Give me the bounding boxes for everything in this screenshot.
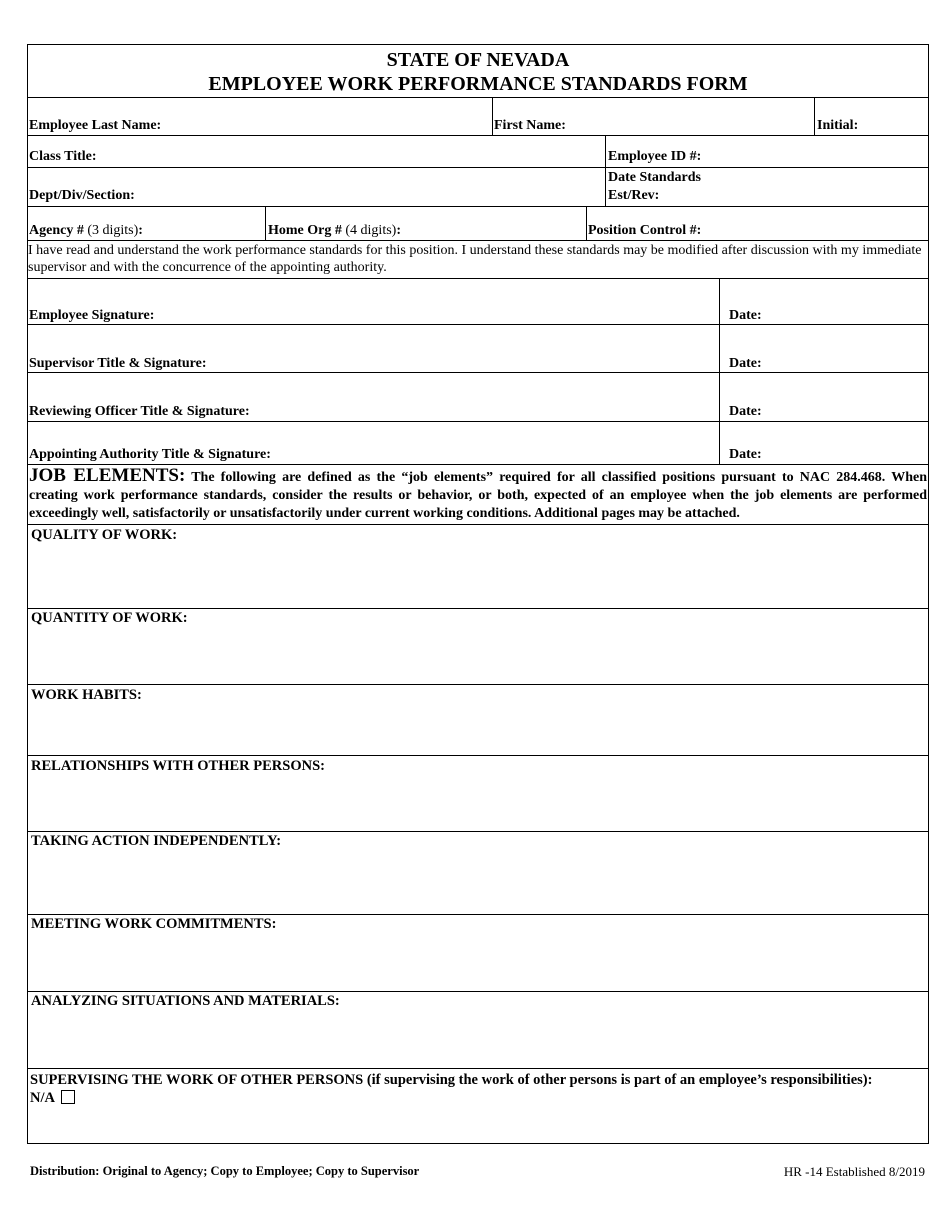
form-title-line-1: STATE OF NEVADA: [386, 49, 570, 71]
reviewing-date-field[interactable]: Date:: [729, 404, 762, 419]
divider: [27, 684, 929, 685]
divider: [27, 167, 929, 168]
divider: [27, 991, 929, 992]
date-standards-field[interactable]: Est/Rev:: [608, 188, 660, 203]
acknowledgement-text: I have read and understand the work performance standards for this position. I understand these standards may be modified after discussion with my immediate supervisor and with the concurrence of the appointing authority.: [28, 243, 922, 275]
divider: [27, 831, 929, 832]
divider: [27, 1068, 929, 1069]
home-org-field[interactable]: Home Org # (4 digits):: [268, 223, 401, 238]
divider: [27, 914, 929, 915]
taking-action-section[interactable]: TAKING ACTION INDEPENDENTLY:: [31, 833, 282, 849]
initial-field[interactable]: Initial:: [817, 118, 859, 133]
divider: [605, 135, 606, 206]
employee-id-field[interactable]: Employee ID #:: [608, 149, 702, 164]
divider: [719, 278, 720, 464]
form-id: HR -14 Established 8/2019: [783, 1164, 925, 1179]
supervising-others-section[interactable]: SUPERVISING THE WORK OF OTHER PERSONS (if supervising the work of other persons is part of an employee’s responsibilities): N/A: [30, 1072, 873, 1106]
divider: [814, 97, 815, 135]
na-label: N/A: [30, 1090, 55, 1106]
agency-field[interactable]: Agency # (3 digits):: [29, 223, 143, 238]
supervisor-signature-field[interactable]: Supervisor Title & Signature:: [29, 356, 207, 371]
supervisor-date-field[interactable]: Date:: [729, 356, 762, 371]
employee-date-field[interactable]: Date:: [729, 308, 762, 323]
divider: [27, 278, 929, 279]
employee-signature-field[interactable]: Employee Signature:: [29, 308, 155, 323]
divider: [586, 206, 587, 240]
quality-of-work-section[interactable]: QUALITY OF WORK:: [31, 527, 178, 543]
divider: [265, 206, 266, 240]
divider: [492, 97, 493, 135]
divider: [27, 135, 929, 136]
work-commitments-section[interactable]: MEETING WORK COMMITMENTS:: [31, 916, 277, 932]
divider: [27, 324, 929, 325]
divider: [27, 608, 929, 609]
appointing-date-field[interactable]: Date:: [729, 447, 762, 462]
job-elements-text: JOB ELEMENTS: The following are defined as the “job elements” required for all classified positions pursuant to NAC 284.468. When creating work performance standards, consider the results or behavior, or both, expected of an employee when the job elements are performed exceedingly well, satisfactorily or unsatisfactorily under current working conditions. Additional pages may be attached.: [29, 465, 927, 521]
class-title-field[interactable]: Class Title:: [29, 149, 97, 164]
last-name-field[interactable]: Employee Last Name:: [29, 118, 162, 133]
appointing-authority-signature-field[interactable]: Appointing Authority Title & Signature:: [29, 447, 271, 462]
divider: [27, 240, 929, 241]
distribution-note: Distribution: Original to Agency; Copy to Employee; Copy to Supervisor: [30, 1164, 420, 1178]
divider: [27, 524, 929, 525]
form-title-line-2: EMPLOYEE WORK PERFORMANCE STANDARDS FORM: [208, 73, 748, 95]
reviewing-officer-signature-field[interactable]: Reviewing Officer Title & Signature:: [29, 404, 250, 419]
analyzing-situations-section[interactable]: ANALYZING SITUATIONS AND MATERIALS:: [31, 993, 340, 1009]
na-checkbox[interactable]: [61, 1090, 75, 1104]
job-elements-heading: JOB ELEMENTS:: [29, 465, 186, 486]
date-standards-label: Date Standards: [608, 170, 701, 185]
divider: [27, 421, 929, 422]
work-habits-section[interactable]: WORK HABITS:: [31, 687, 142, 703]
divider: [27, 97, 929, 98]
divider: [27, 372, 929, 373]
relationships-section[interactable]: RELATIONSHIPS WITH OTHER PERSONS:: [31, 758, 325, 774]
divider: [27, 755, 929, 756]
dept-field[interactable]: Dept/Div/Section:: [29, 188, 135, 203]
divider: [27, 206, 929, 207]
quantity-of-work-section[interactable]: QUANTITY OF WORK:: [31, 610, 188, 626]
position-control-field[interactable]: Position Control #:: [588, 223, 702, 238]
first-name-field[interactable]: First Name:: [494, 118, 566, 133]
form-frame: [27, 44, 929, 1144]
